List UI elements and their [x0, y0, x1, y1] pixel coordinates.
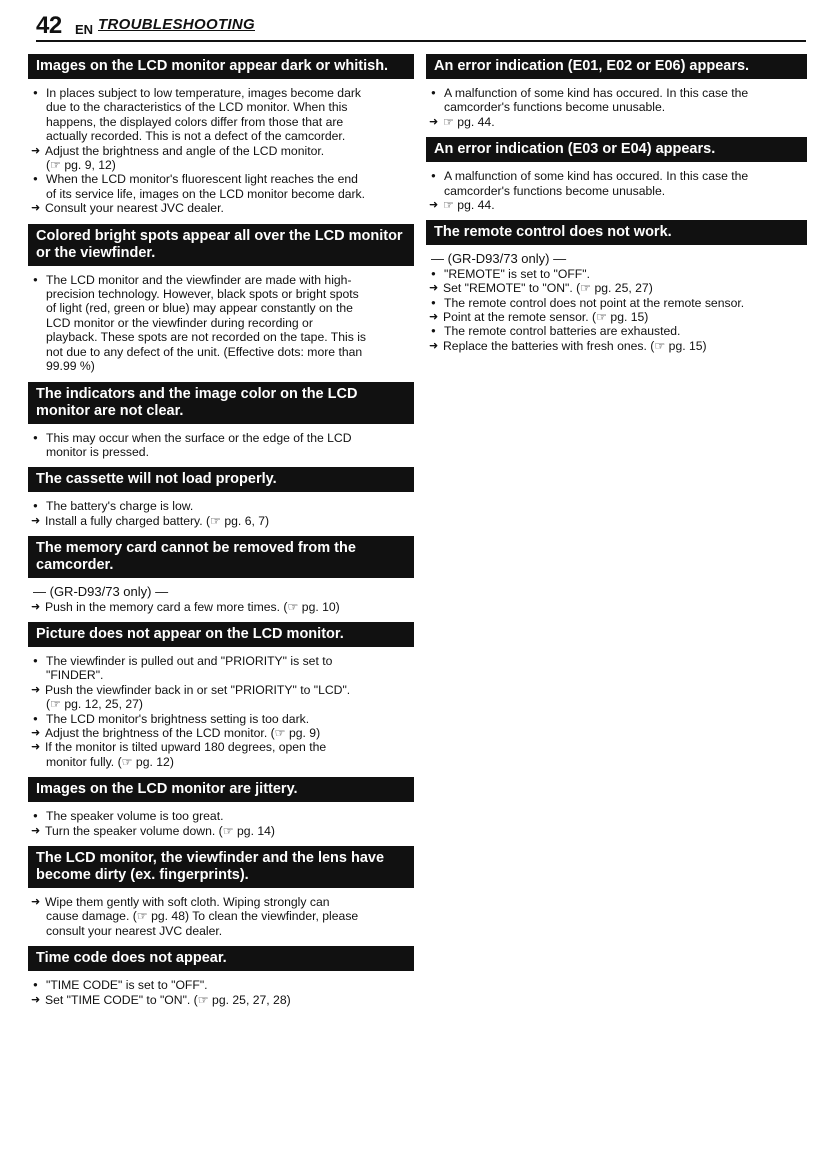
bullet-item: ● "REMOTE" is set to "OFF".: [426, 267, 807, 281]
section-heading: The remote control does not work.: [426, 220, 807, 245]
bullet-item: ● The viewfinder is pulled out and "PRIORITY" is set to: [28, 654, 414, 668]
troubleshooting-section: [426, 137, 807, 212]
bullet-item: ● This may occur when the surface or the edge of the LCD: [28, 431, 414, 445]
bullet-item: ● The LCD monitor and the viewfinder are made with high-: [28, 273, 414, 287]
continuation-text: happens, the displayed colors differ from those that are: [46, 114, 344, 129]
action-item: ➜ Consult your nearest JVC dealer.: [28, 201, 414, 215]
continuation-text: LCD monitor or the viewfinder during recording or: [46, 315, 313, 330]
section-heading: The indicators and the image color on the LCD monitor are not clear.: [28, 382, 414, 424]
model-note: — (GR-D93/73 only) —: [33, 584, 169, 600]
page-header: [36, 14, 806, 42]
bullet-item: ● When the LCD monitor's fluorescent light reaches the end: [28, 172, 414, 186]
action-item: ➜ Push the viewfinder back in or set "PRIORITY" to "LCD".: [28, 683, 414, 697]
action-item: ➜ ☞ pg. 44.: [426, 115, 807, 129]
action-item: ➜ Replace the batteries with fresh ones. (☞ pg. 15): [426, 339, 807, 353]
action-item: ➜ Push in the memory card a few more times. (☞ pg. 10): [28, 600, 414, 614]
bullet-item: ● The remote control does not point at the remote sensor.: [426, 296, 807, 310]
section-heading: The memory card cannot be removed from the camcorder.: [28, 536, 414, 578]
left-column: [28, 54, 414, 1015]
troubleshooting-section: [28, 467, 414, 528]
continuation-text: cause damage. (☞ pg. 48) To clean the viewfinder, please: [46, 909, 359, 924]
continuation-text: monitor fully. (☞ pg. 12): [46, 754, 174, 769]
action-item: ➜ Adjust the brightness of the LCD monitor. (☞ pg. 9): [28, 726, 414, 740]
bullet-item: ● In places subject to low temperature, images become dark: [28, 86, 414, 100]
bullet-item: ● A malfunction of some kind has occured. In this case the: [426, 169, 807, 183]
continuation-text: playback. These spots are not recorded on the tape. This is: [46, 330, 366, 345]
continuation-text: monitor is pressed.: [46, 444, 149, 459]
continuation-text: precision technology. However, black spots or bright spots: [46, 287, 359, 302]
action-item: ➜ Turn the speaker volume down. (☞ pg. 14): [28, 824, 414, 838]
continuation-text: camcorder's functions become unusable.: [444, 183, 666, 198]
bullet-item: ● The speaker volume is too great.: [28, 809, 414, 823]
bullet-item: ● The remote control batteries are exhausted.: [426, 324, 807, 338]
continuation-text: 99.99 %): [46, 359, 95, 374]
bullet-item: ● The LCD monitor's brightness setting is too dark.: [28, 712, 414, 726]
continuation-text: of its service life, images on the LCD monitor become dark.: [46, 186, 366, 201]
bullet-item: ● "TIME CODE" is set to "OFF".: [28, 978, 414, 992]
continuation-text: due to the characteristics of the LCD monitor. When this: [46, 100, 348, 115]
right-column: [426, 54, 807, 361]
section-heading: An error indication (E01, E02 or E06) appears.: [426, 54, 807, 79]
section-heading: Picture does not appear on the LCD monitor.: [28, 622, 414, 647]
continuation-text: consult your nearest JVC dealer.: [46, 923, 223, 938]
bullet-item: ● A malfunction of some kind has occured. In this case the: [426, 86, 807, 100]
troubleshooting-section: [28, 846, 414, 938]
page-number: 42: [36, 12, 62, 39]
section-heading: The cassette will not load properly.: [28, 467, 414, 492]
section-heading: Colored bright spots appear all over the LCD monitor or the viewfinder.: [28, 224, 414, 266]
troubleshooting-section: [426, 54, 807, 129]
action-item: ➜ Set "TIME CODE" to "ON". (☞ pg. 25, 27, 28): [28, 993, 414, 1007]
action-item: ➜ ☞ pg. 44.: [426, 198, 807, 212]
continuation-text: not due to any defect of the unit. (Effective dots: more than: [46, 344, 363, 359]
troubleshooting-section: [28, 224, 414, 374]
section-heading: Time code does not appear.: [28, 946, 414, 971]
action-item: ➜ Point at the remote sensor. (☞ pg. 15): [426, 310, 807, 324]
continuation-text: actually recorded. This is not a defect of the camcorder.: [46, 129, 346, 144]
chapter-title: TROUBLESHOOTING: [98, 16, 255, 33]
troubleshooting-section: [28, 777, 414, 838]
section-heading: Images on the LCD monitor are jittery.: [28, 777, 414, 802]
troubleshooting-section: [28, 382, 414, 460]
troubleshooting-section: [28, 54, 414, 216]
continuation-text: (☞ pg. 12, 25, 27): [46, 697, 143, 712]
continuation-text: camcorder's functions become unusable.: [444, 100, 666, 115]
bullet-item: ● The battery's charge is low.: [28, 499, 414, 513]
troubleshooting-section: [28, 946, 414, 1007]
continuation-text: (☞ pg. 9, 12): [46, 158, 116, 173]
action-item: ➜ Wipe them gently with soft cloth. Wiping strongly can: [28, 895, 414, 909]
section-heading: The LCD monitor, the viewfinder and the lens have become dirty (ex. fingerprints).: [28, 846, 414, 888]
troubleshooting-section: [28, 536, 414, 614]
language-label: EN: [75, 22, 94, 37]
action-item: ➜ Install a fully charged battery. (☞ pg. 6, 7): [28, 514, 414, 528]
section-heading: Images on the LCD monitor appear dark or whitish.: [28, 54, 414, 79]
section-heading: An error indication (E03 or E04) appears.: [426, 137, 807, 162]
action-item: ➜ Adjust the brightness and angle of the LCD monitor.: [28, 144, 414, 158]
action-item: ➜ Set "REMOTE" to "ON". (☞ pg. 25, 27): [426, 281, 807, 295]
action-item: ➜ If the monitor is tilted upward 180 degrees, open the: [28, 740, 414, 754]
continuation-text: "FINDER".: [46, 668, 104, 683]
continuation-text: of light (red, green or blue) may appear constantly on the: [46, 301, 353, 316]
model-note: — (GR-D93/73 only) —: [431, 251, 567, 267]
troubleshooting-section: [426, 220, 807, 353]
troubleshooting-section: [28, 622, 414, 769]
